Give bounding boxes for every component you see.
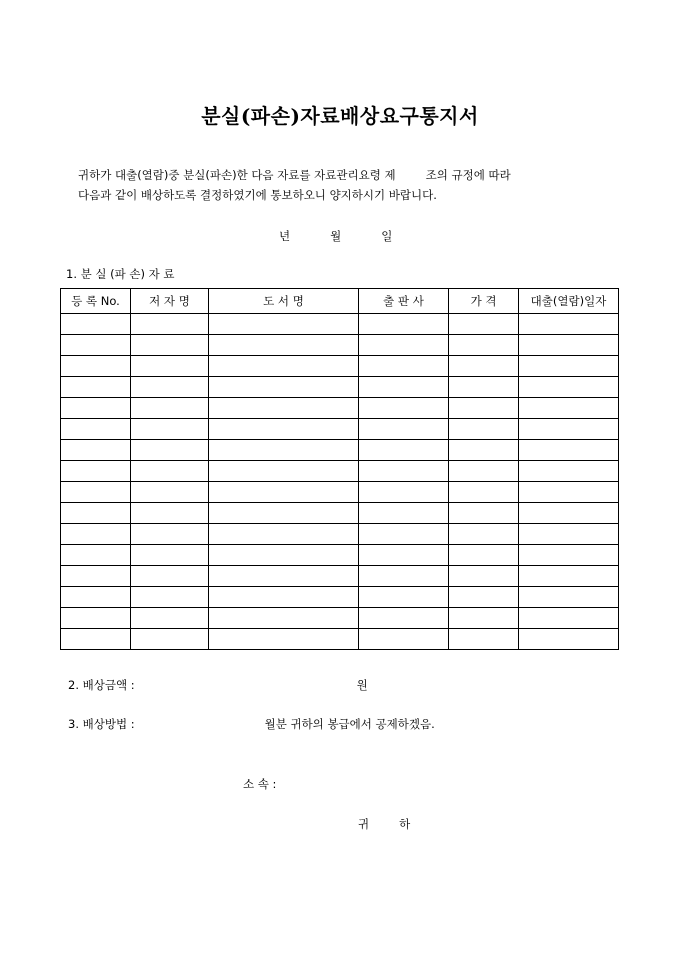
table-cell[interactable] bbox=[359, 314, 449, 335]
table-cell[interactable] bbox=[131, 440, 209, 461]
table-row bbox=[61, 335, 619, 356]
table-cell[interactable] bbox=[449, 566, 519, 587]
table-cell[interactable] bbox=[209, 419, 359, 440]
table-cell[interactable] bbox=[449, 461, 519, 482]
table-cell[interactable] bbox=[61, 608, 131, 629]
table-cell[interactable] bbox=[519, 314, 619, 335]
table-cell[interactable] bbox=[519, 461, 619, 482]
document-title: 분실(파손)자료배상요구통지서 bbox=[201, 104, 479, 128]
table-cell[interactable] bbox=[519, 587, 619, 608]
table-cell[interactable] bbox=[209, 608, 359, 629]
table-row bbox=[61, 524, 619, 545]
table-cell[interactable] bbox=[61, 356, 131, 377]
date-year: 년 bbox=[279, 229, 291, 243]
table-cell[interactable] bbox=[209, 566, 359, 587]
compensation-amount-label: 2. 배상금액 : bbox=[68, 678, 135, 692]
table-cell[interactable] bbox=[519, 419, 619, 440]
table-cell[interactable] bbox=[61, 377, 131, 398]
table-cell[interactable] bbox=[209, 482, 359, 503]
table-cell[interactable] bbox=[131, 356, 209, 377]
table-cell[interactable] bbox=[449, 587, 519, 608]
table-cell[interactable] bbox=[359, 419, 449, 440]
table-cell[interactable] bbox=[449, 314, 519, 335]
table-cell[interactable] bbox=[519, 356, 619, 377]
table-cell[interactable] bbox=[209, 377, 359, 398]
table-cell[interactable] bbox=[209, 545, 359, 566]
table-cell[interactable] bbox=[359, 608, 449, 629]
table-cell[interactable] bbox=[519, 335, 619, 356]
date-month: 월 bbox=[330, 229, 342, 243]
table-cell[interactable] bbox=[359, 335, 449, 356]
table-cell[interactable] bbox=[61, 482, 131, 503]
section-1-heading: 1. 분 실 (파 손) 자 료 bbox=[66, 267, 175, 281]
table-cell[interactable] bbox=[359, 377, 449, 398]
table-cell[interactable] bbox=[131, 566, 209, 587]
column-header: 가 격 bbox=[449, 289, 519, 314]
table-cell[interactable] bbox=[209, 587, 359, 608]
table-cell[interactable] bbox=[131, 377, 209, 398]
table-row bbox=[61, 440, 619, 461]
table-cell[interactable] bbox=[131, 545, 209, 566]
table-cell[interactable] bbox=[449, 608, 519, 629]
currency-unit: 원 bbox=[356, 678, 368, 692]
table-cell[interactable] bbox=[131, 524, 209, 545]
table-cell[interactable] bbox=[359, 440, 449, 461]
table-cell[interactable] bbox=[209, 629, 359, 650]
table-cell[interactable] bbox=[209, 524, 359, 545]
intro-text-1b: 조의 규정에 따라 bbox=[425, 168, 511, 182]
table-row bbox=[61, 419, 619, 440]
table-cell[interactable] bbox=[359, 524, 449, 545]
table-cell[interactable] bbox=[359, 629, 449, 650]
table-cell[interactable] bbox=[131, 461, 209, 482]
table-cell[interactable] bbox=[61, 440, 131, 461]
table-cell[interactable] bbox=[61, 398, 131, 419]
intro-text-1a: 귀하가 대출(열람)중 분실(파손)한 다음 자료를 자료관리요령 제 bbox=[78, 168, 396, 182]
table-cell[interactable] bbox=[61, 587, 131, 608]
table-cell[interactable] bbox=[131, 587, 209, 608]
table-cell[interactable] bbox=[519, 503, 619, 524]
table-cell[interactable] bbox=[209, 314, 359, 335]
lost-items-table bbox=[60, 288, 619, 650]
table-cell[interactable] bbox=[449, 545, 519, 566]
table-cell[interactable] bbox=[131, 503, 209, 524]
table-cell[interactable] bbox=[519, 482, 619, 503]
table-cell[interactable] bbox=[449, 524, 519, 545]
table-row bbox=[61, 629, 619, 650]
table-cell[interactable] bbox=[61, 314, 131, 335]
compensation-method-label: 3. 배상방법 : bbox=[68, 717, 135, 731]
table-cell[interactable] bbox=[519, 524, 619, 545]
table-cell[interactable] bbox=[209, 356, 359, 377]
column-header: 대출(열람)일자 bbox=[519, 289, 619, 314]
table-cell[interactable] bbox=[359, 503, 449, 524]
table-cell[interactable] bbox=[519, 566, 619, 587]
table-cell[interactable] bbox=[131, 629, 209, 650]
table-row bbox=[61, 356, 619, 377]
table-row bbox=[61, 503, 619, 524]
intro-line-1 bbox=[78, 167, 511, 183]
table-row bbox=[61, 461, 619, 482]
table-row bbox=[61, 587, 619, 608]
table-row bbox=[61, 545, 619, 566]
table-row bbox=[61, 566, 619, 587]
table-row bbox=[61, 398, 619, 419]
column-header: 등 록 No. bbox=[61, 289, 131, 314]
table-cell[interactable] bbox=[359, 545, 449, 566]
table-cell[interactable] bbox=[61, 524, 131, 545]
table-cell[interactable] bbox=[449, 356, 519, 377]
table-cell[interactable] bbox=[61, 629, 131, 650]
table-cell[interactable] bbox=[449, 482, 519, 503]
table-cell[interactable] bbox=[449, 503, 519, 524]
addressee-part-2: 하 bbox=[399, 817, 411, 831]
table-cell[interactable] bbox=[209, 461, 359, 482]
table-cell[interactable] bbox=[61, 566, 131, 587]
table-cell[interactable] bbox=[359, 566, 449, 587]
table-cell[interactable] bbox=[449, 398, 519, 419]
table-cell[interactable] bbox=[131, 419, 209, 440]
compensation-method-text: 월분 귀하의 봉급에서 공제하겠음. bbox=[264, 717, 435, 731]
section-3 bbox=[68, 716, 435, 732]
table-cell[interactable] bbox=[209, 335, 359, 356]
column-header: 출 판 사 bbox=[359, 289, 449, 314]
table-row bbox=[61, 377, 619, 398]
table-cell[interactable] bbox=[449, 377, 519, 398]
table-cell[interactable] bbox=[519, 545, 619, 566]
table-cell[interactable] bbox=[449, 629, 519, 650]
table-cell[interactable] bbox=[519, 398, 619, 419]
affiliation-label: 소 속 : bbox=[243, 777, 277, 791]
table-cell[interactable] bbox=[61, 461, 131, 482]
table-row bbox=[61, 482, 619, 503]
section-2 bbox=[68, 677, 368, 693]
addressee bbox=[358, 816, 410, 832]
table-cell[interactable] bbox=[131, 398, 209, 419]
table-row bbox=[61, 608, 619, 629]
table-cell[interactable] bbox=[519, 629, 619, 650]
table-cell[interactable] bbox=[61, 335, 131, 356]
table-cell[interactable] bbox=[359, 461, 449, 482]
table-cell[interactable] bbox=[131, 314, 209, 335]
table-cell[interactable] bbox=[209, 398, 359, 419]
table-cell[interactable] bbox=[61, 419, 131, 440]
table-cell[interactable] bbox=[519, 608, 619, 629]
table-cell[interactable] bbox=[449, 335, 519, 356]
table-cell[interactable] bbox=[359, 398, 449, 419]
table-cell[interactable] bbox=[131, 335, 209, 356]
table-cell[interactable] bbox=[359, 356, 449, 377]
table-cell[interactable] bbox=[449, 419, 519, 440]
table-cell[interactable] bbox=[61, 545, 131, 566]
table-cell[interactable] bbox=[519, 377, 619, 398]
table-row bbox=[61, 314, 619, 335]
table-cell[interactable] bbox=[209, 503, 359, 524]
table-header-row bbox=[61, 289, 619, 314]
table-cell[interactable] bbox=[131, 608, 209, 629]
addressee-part-1: 귀 bbox=[358, 817, 370, 831]
table-cell[interactable] bbox=[131, 482, 209, 503]
table-cell[interactable] bbox=[359, 482, 449, 503]
column-header: 도 서 명 bbox=[209, 289, 359, 314]
intro-line-2: 다음과 같이 배상하도록 결정하였기에 통보하오니 양지하시기 바랍니다. bbox=[78, 188, 437, 202]
table-cell[interactable] bbox=[61, 503, 131, 524]
column-header: 저 자 명 bbox=[131, 289, 209, 314]
date-day: 일 bbox=[381, 229, 393, 243]
table-cell[interactable] bbox=[519, 440, 619, 461]
date-line bbox=[279, 228, 392, 244]
table-body bbox=[61, 314, 619, 650]
table-cell[interactable] bbox=[359, 587, 449, 608]
table-cell[interactable] bbox=[449, 440, 519, 461]
table-cell[interactable] bbox=[209, 440, 359, 461]
